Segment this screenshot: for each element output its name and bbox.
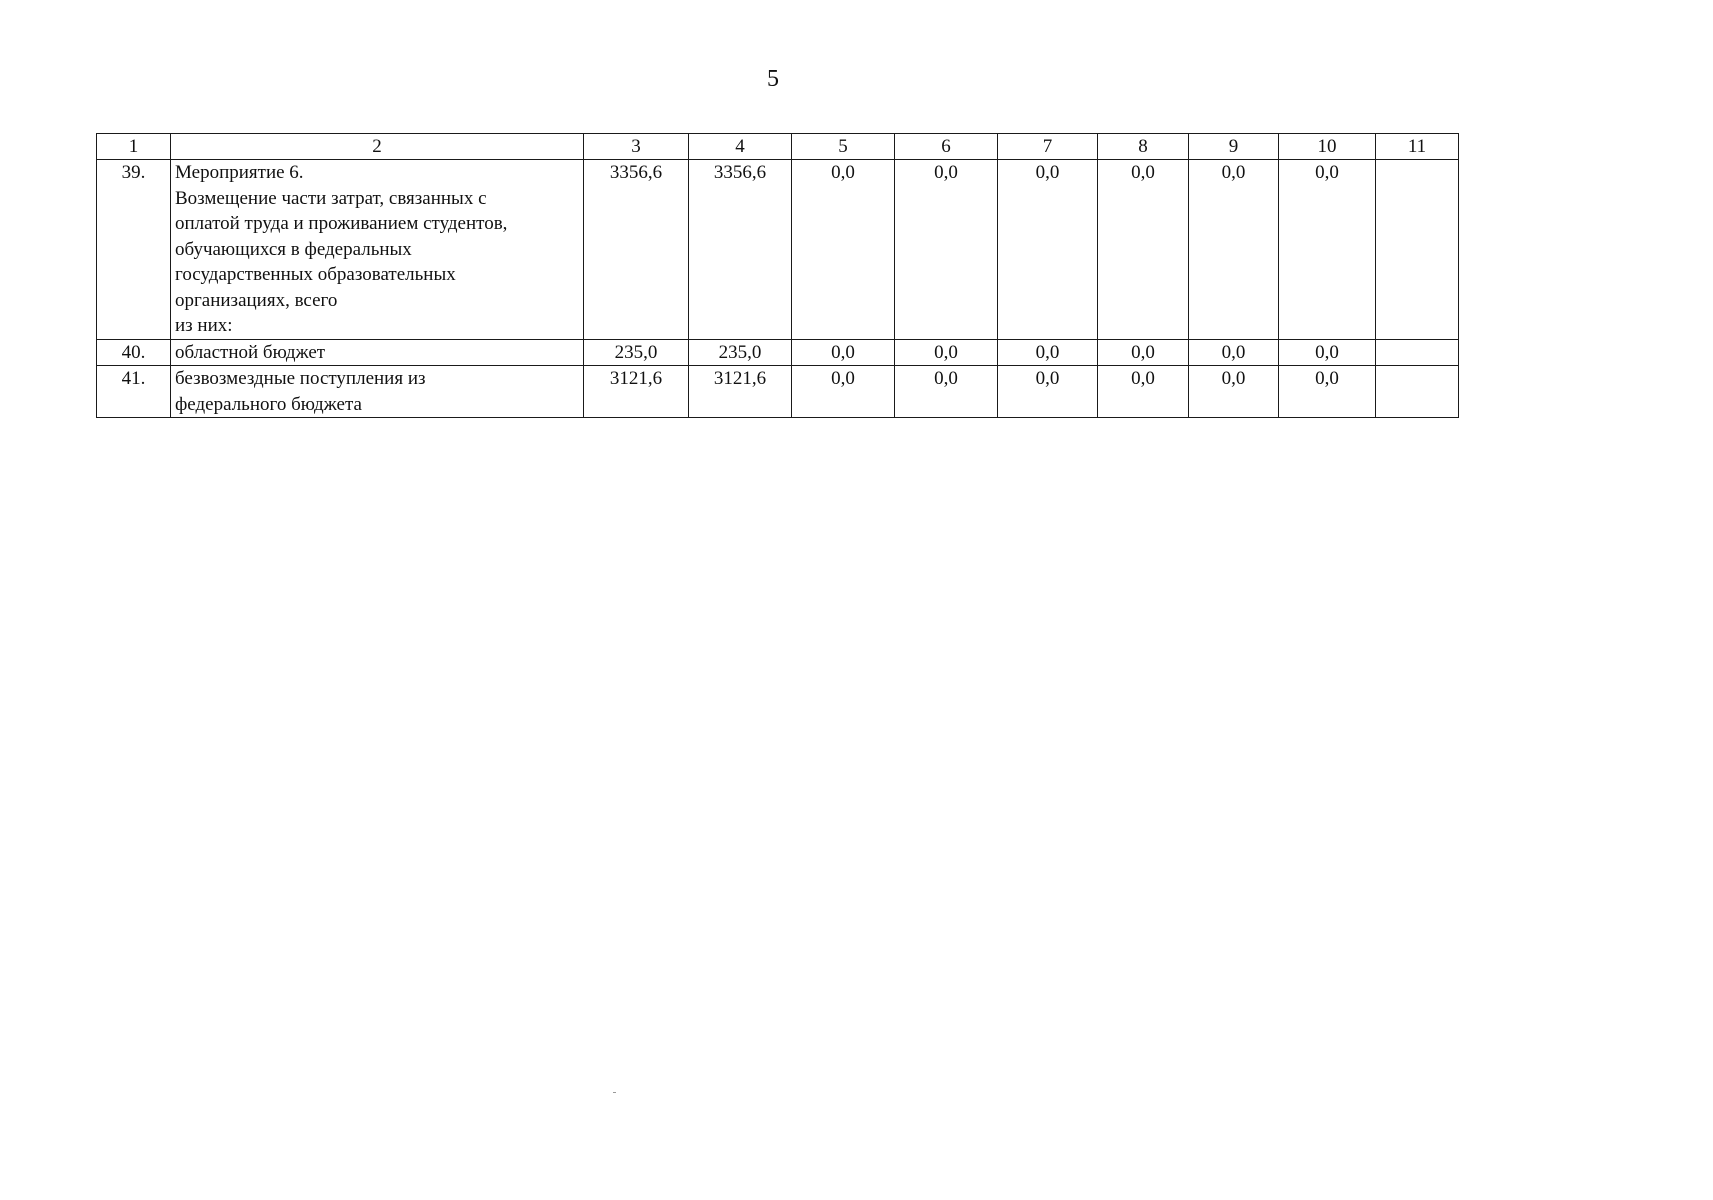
table-row [97, 366, 1459, 418]
scan-speck [613, 1092, 616, 1093]
value-cell: 0,0 [1279, 339, 1376, 366]
description-line: федерального бюджета [175, 393, 362, 415]
column-header: 6 [895, 134, 998, 160]
value-cell: 0,0 [998, 339, 1098, 366]
column-header: 8 [1098, 134, 1189, 160]
column-header: 9 [1189, 134, 1279, 160]
value-cell [1376, 366, 1459, 418]
description-line: организациях, всего [175, 289, 338, 311]
value-cell: 0,0 [895, 160, 998, 340]
value-cell: 0,0 [1189, 160, 1279, 340]
column-header: 4 [689, 134, 792, 160]
value-cell: 0,0 [1098, 366, 1189, 418]
description-line: оплатой труда и проживанием студентов, [175, 213, 508, 234]
description-line: государственных образовательных [175, 264, 456, 285]
column-header: 7 [998, 134, 1098, 160]
header-row [97, 134, 1459, 160]
value-cell: 0,0 [998, 366, 1098, 418]
row-description [171, 366, 584, 418]
description-line: безвозмездные поступления из [175, 368, 426, 389]
row-number: 40. [97, 339, 171, 366]
value-cell [1376, 339, 1459, 366]
value-cell: 3356,6 [689, 160, 792, 340]
value-cell: 0,0 [1279, 160, 1376, 340]
description-line: обучающихся в федеральных [175, 238, 412, 260]
column-header: 5 [792, 134, 895, 160]
description-line: из них: [175, 315, 233, 336]
page-number: 5 [767, 66, 779, 92]
description-line: Мероприятие 6. [175, 162, 304, 183]
value-cell: 0,0 [792, 339, 895, 366]
value-cell: 0,0 [1098, 160, 1189, 340]
description-line: областной бюджет [175, 341, 326, 363]
value-cell: 0,0 [1189, 339, 1279, 366]
value-cell: 0,0 [1189, 366, 1279, 418]
value-cell: 0,0 [1279, 366, 1376, 418]
value-cell: 0,0 [1098, 339, 1189, 366]
value-cell: 0,0 [998, 160, 1098, 340]
value-cell: 3121,6 [584, 366, 689, 418]
column-header: 2 [171, 134, 584, 160]
row-description [171, 339, 584, 366]
column-header: 11 [1376, 134, 1459, 160]
table-row [97, 339, 1459, 366]
row-number: 41. [97, 366, 171, 418]
value-cell: 0,0 [792, 160, 895, 340]
value-cell: 3121,6 [689, 366, 792, 418]
table-row [97, 160, 1459, 340]
column-header: 10 [1279, 134, 1376, 160]
value-cell: 235,0 [584, 339, 689, 366]
column-header: 1 [97, 134, 171, 160]
row-number: 39. [97, 160, 171, 340]
row-description [171, 160, 584, 340]
value-cell [1376, 160, 1459, 340]
data-table [96, 133, 1459, 418]
value-cell: 0,0 [895, 339, 998, 366]
column-header: 3 [584, 134, 689, 160]
description-line: Возмещение части затрат, связанных с [175, 187, 487, 209]
value-cell: 0,0 [792, 366, 895, 418]
value-cell: 3356,6 [584, 160, 689, 340]
value-cell: 0,0 [895, 366, 998, 418]
value-cell: 235,0 [689, 339, 792, 366]
